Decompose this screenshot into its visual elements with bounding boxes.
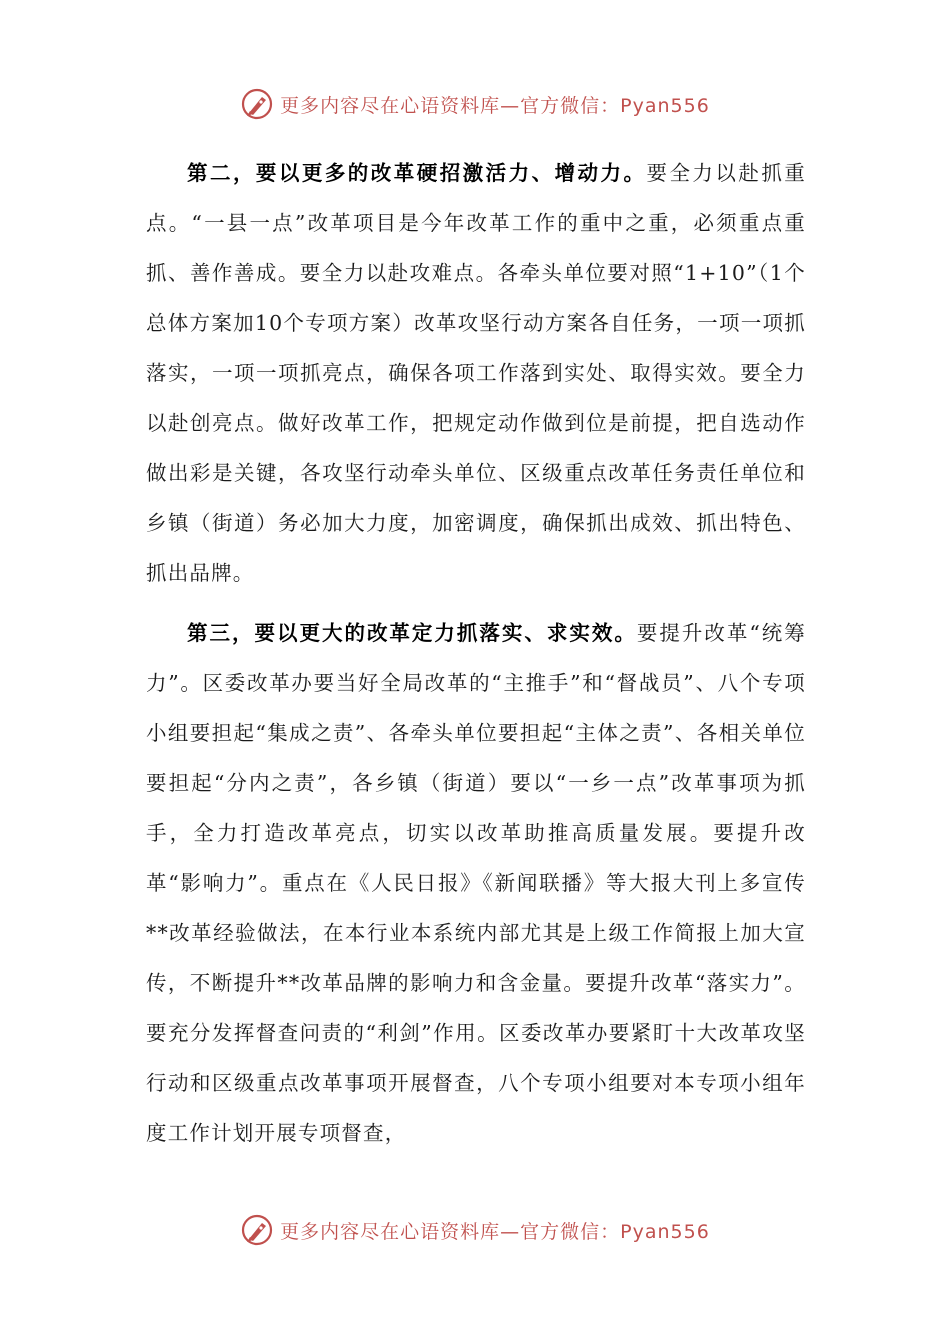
- banner-text: 更多内容尽在心语资料库—官方微信：Pyan556: [280, 1220, 710, 1243]
- pen-nib-logo-icon: [240, 87, 274, 121]
- paragraph-body: 要全力以赴抓重点。“一县一点”改革项目是今年改革工作的重中之重，必须重点重抓、善作善成。要全力以赴攻难点。各牵头单位要对照“1+10”（1个总体方案加10个专项方案）改革攻坚行动方案各自任务，一项一项抓落实，一项一项抓亮点，确保各项工作落到实处、取得实效。要全力以赴创亮点。做好改革工作，把规定动作做到位是前提，把自选动作做出彩是关键，各攻坚行动牵头单位、区级重点改革任务责任单位和乡镇（街道）务必加大力度，加密调度，确保抓出成效、抓出特色、抓出品牌。: [146, 161, 807, 585]
- paragraph-heading: 第三，要以更大的改革定力抓落实、求实效。: [187, 621, 637, 645]
- banner-text: 更多内容尽在心语资料库—官方微信：Pyan556: [280, 94, 710, 117]
- paragraph-body: 要提升改革“统筹力”。区委改革办要当好全局改革的“主推手”和“督战员”、八个专项小组要担起“集成之责”、各牵头单位要担起“主体之责”、各相关单位要担起“分内之责”，各乡镇（街道）要以“一乡一点”改革事项为抓手，全力打造改革亮点，切实以改革助推高质量发展。要提升改革“影响力”。重点在《人民日报》《新闻联播》等大报大刊上多宣传**改革经验做法，在本行业本系统内部尤其是上级工作简报上加大宣传，不断提升**改革品牌的影响力和含金量。要提升改革“落实力”。要充分发挥督查问责的“利剑”作用。区委改革办要紧盯十大改革攻坚行动和区级重点改革事项开展督查，八个专项小组要对本专项小组年度工作计划开展专项督查，: [146, 621, 806, 1145]
- pen-nib-logo-icon: [240, 1213, 274, 1247]
- footer-watermark-banner: [0, 1208, 950, 1252]
- paragraph-heading: 第二，要以更多的改革硬招激活力、增动力。: [187, 161, 647, 185]
- paragraph-second: [146, 148, 806, 598]
- header-watermark-banner: [0, 82, 950, 126]
- paragraph-third: [146, 608, 806, 1158]
- document-body: [146, 148, 806, 1168]
